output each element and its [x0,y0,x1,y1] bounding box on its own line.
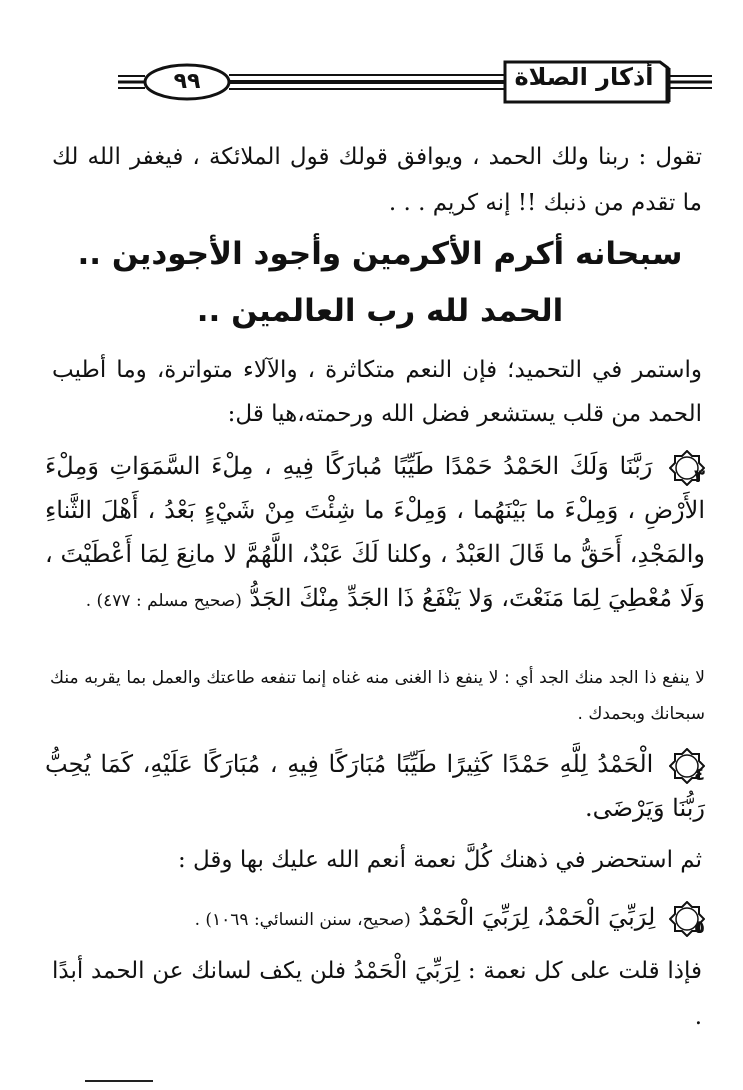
paragraph-remember: ثم استحضر في ذهنك كُلَّ نعمة أنعم الله عليك بها وقل : [177,847,702,873]
number-badge-icon [669,450,705,486]
dhikr-reference: (صحيح مسلم : ٤٧٧) . [85,591,242,611]
dhikr-3 [45,444,705,623]
number-badge-icon [669,901,705,937]
page-number: ٩٩ [173,69,201,94]
dhikr-text: لِرَبِّيَ الْحَمْدُ، لِرَبِّيَ الْحَمْدُ [418,903,656,931]
page-bottom-rule [85,1080,153,1082]
chapter-title: أذكار الصلاة [514,63,654,91]
paragraph-tahmid: واستمر في التحميد؛ فإن النعم متكاثرة ، والآلاء متواترة، وما أطيب الحمد من قلب يستشعر فضل الله ورحمته،هيا قل: [52,357,702,427]
dhikr-number: ٤ [694,763,705,785]
footnote: لا ينفع ذا الجد منك الجد أي : لا ينفع ذا الغنى منه غناه إنما تنفعه طاعتك والعمل بما يقربه منك سبحانك وبحمدك . [50,668,705,724]
dhikr-number: ٥ [694,916,705,938]
dhikr-number: ٣ [694,465,705,487]
paragraph-closing: فإذا قلت على كل نعمة : لِرَبِّيَ الْحَمْدُ فلن يكف لسانك عن الحمد أبدًا . [52,958,702,1030]
number-badge-icon [669,748,705,784]
dhikr-text: الْحَمْدُ لِلَّهِ حَمْدًا كَثِيرًا طَيِّبًا مُبَارَكًا فِيهِ ، مُبَارَكًا عَلَيْهِ، كَمَا يُحِبُّ رَبُّنَا وَيَرْضَى. [45,750,705,822]
section-heading-1: سبحانه أكرم الأكرمين وأجود الأجودين .. [77,236,683,272]
dhikr-5 [45,895,705,942]
dhikr-4 [45,742,705,830]
paragraph-intro: تقول : ربنا ولك الحمد ، ويوافق قولك قول الملائكة ، فيغفر الله لك ما تقدم من ذنبك !! إنه كريم . . . [52,144,702,216]
dhikr-text: رَبَّنَا وَلَكَ الحَمْدُ حَمْدًا طَيِّبًا مُبارَكًا فِيهِ ، مِلْءَ السَّمَوَاتِ وَمِلْءَ الأَرْضِ ، وَمِلْءَ ما بَيْنَهُما ، وَمِلْءَ ما شِئْتَ مِنْ شَيْءٍ بَعْدُ ، أَهْلَ الثَّناءِ والمَجْدِ، أَحَقُّ ما قَالَ العَبْدُ ، وكلنا لَكَ عَبْدٌ، اللَّهُمَّ لا مانِعَ لِمَا أَعْطَيْتَ ، وَلَا مُعْطِيَ لِمَا مَنَعْتَ، وَلا يَنْفَعُ ذَا الجَدِّ مِنْكَ الجَدُّ [45,452,705,612]
section-heading-2: الحمد لله رب العالمين .. [196,293,564,329]
dhikr-reference: (صحيح، سنن النسائي: ١٠٦٩) . [194,910,411,930]
page-header [0,58,743,110]
